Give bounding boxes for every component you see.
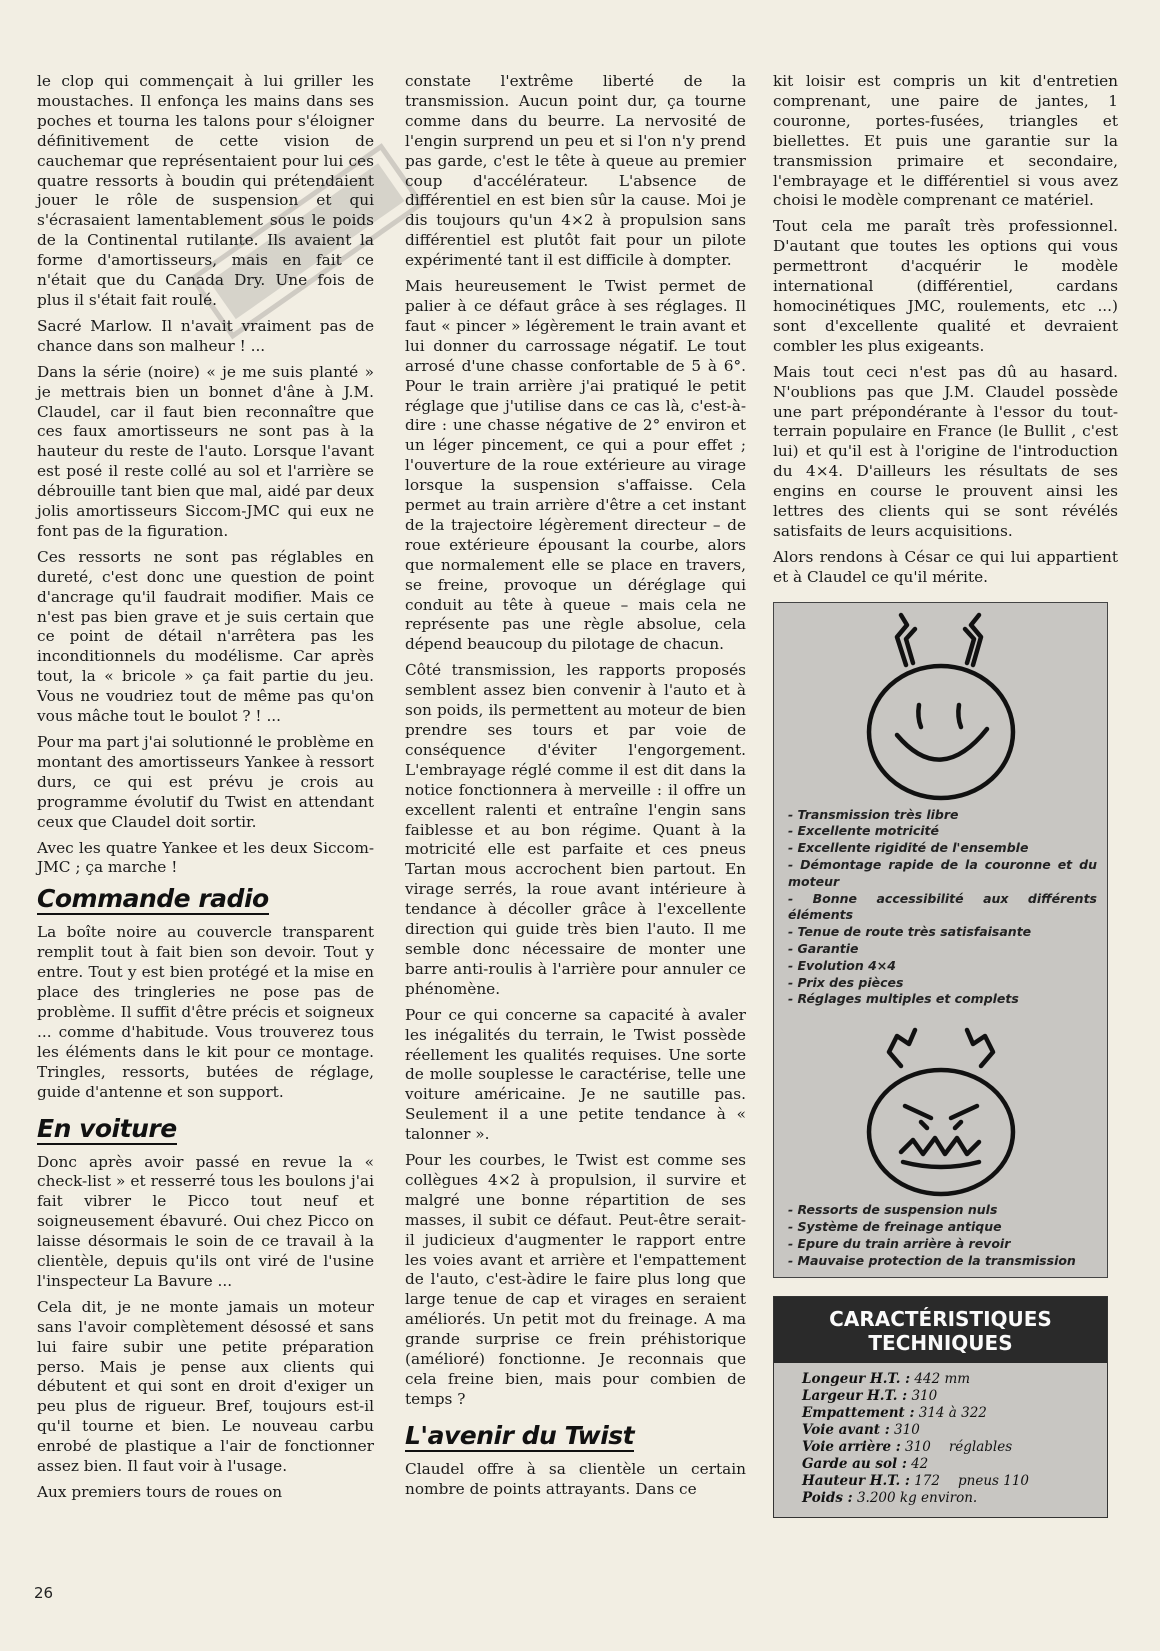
- spec-value: 3.200 kg environ.: [856, 1490, 978, 1507]
- specs-title: [774, 1297, 1107, 1363]
- paragraph: La boîte noire au couvercle transparent remplit tout à fait bien son devoir. Tout y entre. Tout y est bien protégé et la mise en place des tringleries ne pose pas de problème. Il suffit d'être précis et soigneux ... comme d'habitude. Vous trouverez tous les éléments dans le kit pour ce montage. Tringles, ressorts, butées de réglage, guide d'antenne et son support.: [37, 923, 374, 1101]
- con-item: - Ressorts de suspension nuls: [788, 1202, 998, 1218]
- specs-title-line: CARACTÉRISTIQUES: [829, 1307, 1052, 1332]
- pro-item: - Excellente motricité: [788, 823, 939, 839]
- paragraph: Alors rendons à César ce qui lui appartient et à Claudel ce qu'il mérite.: [773, 547, 1118, 586]
- paragraph: Pour ma part j'ai solutionné le problème en montant des amortisseurs Yankee à ressort durs, ce qui est prévu je crois au programme évolutif du Twist en attendant ceux que Claudel doit sortir.: [37, 733, 374, 831]
- spec-key: Longeur H.T. :: [802, 1371, 911, 1388]
- technical-specs-box: [773, 1296, 1108, 1518]
- pro-item: - Transmission très libre: [788, 806, 959, 822]
- spec-value: 42: [911, 1456, 929, 1473]
- pro-item: - Garantie: [788, 941, 859, 957]
- column-3: [773, 72, 1118, 1518]
- spec-row: [802, 1371, 1097, 1388]
- paragraph: Pour les courbes, le Twist est comme ses collègues 4×2 à propulsion, il survire et malgré une bonne répartition de ses masses, il subit ce défaut. Peut-être serait-il judicieux d'augmenter le rapport entre les voies avant et arrière et l'empattement de l'auto, c'est-àdire le faire plus long que large tenue de cap et virages en seraient améliorés. Un petit mot du freinage. A ma grande surprise ce frein préhistorique (amélioré) fonctionne. Je reconnais que cela freine bien, mais pour combien de temps ?: [405, 1151, 746, 1408]
- section-heading-commande-radio: Commande radio: [37, 884, 269, 914]
- paragraph: Cela dit, je ne monte jamais un moteur sans l'avoir complètement désossé et sans lui faire subir une petite préparation perso. Mais je pense aux clients qui débutent et qui sont en droit d'exiger un peu plus de rigueur. Bref, toujours est-il qu'il tourne et bien. Le nouveau carbu enrobé de plastique a l'air de fonctionner assez bien. Il faut voir à l'usage.: [37, 1297, 374, 1476]
- spec-key: Largeur H.T. :: [802, 1388, 908, 1405]
- pro-item: - Excellente rigidité de l'ensemble: [788, 840, 1029, 856]
- spec-row: [802, 1473, 1097, 1490]
- spec-extra: pneus 110: [958, 1473, 1030, 1490]
- con-item: - Système de freinage antique: [788, 1219, 1002, 1235]
- specs-title-line: TECHNIQUES: [868, 1331, 1013, 1356]
- pros-list: [774, 807, 1107, 1009]
- paragraph: Mais tout ceci n'est pas dû au hasard. N'oublions pas que J.M. Claudel possède une part prépondérante à l'essor du tout-terrain populaire en France (le Bullit , c'est lui) et qu'il est à l'origine de l'introduction du 4×4. D'ailleurs les résultats de ses engins en course le prouvent ainsi les lettres des clients qui se sont révélés satisfaits de leurs acquisitions.: [773, 362, 1118, 540]
- paragraph: constate l'extrême liberté de la transmission. Aucun point dur, ça tourne comme dans du beurre. La nervosité de l'engin surprend un peu et si l'on n'y prend pas garde, c'est le tête à queue au premier coup d'accélérateur. L'absence de différentiel en est bien sûr la cause. Moi je dis toujours qu'un 4×2 à propulsion sans différentiel est plutôt fait pour un pilote expérimenté tant il est difficile à dompter.: [405, 72, 746, 270]
- paragraph: Claudel offre à sa clientèle un certain nombre de points attrayants. Dans ce: [405, 1459, 746, 1498]
- happy-face-icon: [831, 607, 1051, 807]
- paragraph: Donc après avoir passé en revue la « check-list » et resserré tous les boulons j'ai fait vibrer le Picco tout neuf et soigneusement ébavuré. Oui chez Picco on laisse désormais le soin de ce travail à la clientèle, depuis qu'ils ont viré de l'usine l'inspecteur La Bavure ...: [37, 1152, 374, 1290]
- paragraph: Mais heureusement le Twist permet de palier à ce défaut grâce à ses réglages. Il faut « pincer » légèrement le train avant et lui donner du carrossage négatif. Le tout arrosé d'une chasse confortable de 5 à 6°. Pour le train arrière j'ai pratiqué le petit réglage que j'utilise dans ce cas là, c'est-à-dire : une chasse négative de 2° environ et un léger pincement, ce qui a pour effet ; l'ouverture de la roue extérieure au virage lorsque la suspension s'affaisse. Cela permet au train arrière d'être a cet instant de la trajectoire légèrement directeur – de roue extérieure épousant la courbe, alors que normalement elle se place en travers, se freine, provoque un déréglage qui conduit au tête à queue – mais cela ne représente pas une règle absolue, cela dépend beaucoup du pilotage de chacun.: [405, 277, 746, 654]
- evaluation-panel: [773, 602, 1118, 1519]
- spec-extra: réglables: [948, 1439, 1013, 1456]
- pro-item: - Réglages multiples et complets: [788, 991, 1019, 1007]
- pro-item: - Démontage rapide de la couronne et du moteur: [788, 857, 1097, 889]
- pros-cons-box: [773, 602, 1108, 1279]
- paragraph: Pour ce qui concerne sa capacité à avaler les inégalités du terrain, le Twist possède réellement les qualités requises. Une sorte de molle souplesse le caractérise, telle une voiture américaine. Je ne sautille pas. Seulement il a une petite tendance à « talonner ».: [405, 1005, 746, 1144]
- spec-key: Empattement :: [802, 1405, 915, 1422]
- column-2: [405, 72, 746, 1506]
- specs-list: [774, 1363, 1107, 1517]
- pro-item: - Bonne accessibilité aux différents éléments: [788, 890, 1097, 923]
- paragraph: Tout cela me paraît très professionnel. D'autant que toutes les options qui vous permettront d'acquérir le modèle international (différentiel, cardans homocinétiques JMC, roulements, etc ...) sont d'excellente qualité et devraient combler les plus exigeants.: [773, 217, 1118, 355]
- spec-value: 172: [914, 1473, 940, 1490]
- paragraph: le clop qui commençait à lui griller les moustaches. Il enfonça les mains dans ses poches et tourna les talons pour s'éloigner définitivement de cette vision de cauchemar que représentaient pour lui ces quatre ressorts à boudin qui prétendaient jouer le rôle de suspension et qui s'écrasaient lamentablement sous le poids de la Continental rutilante. Ils avaient la forme d'amortisseurs, mais en fait ce n'était que du Canada Dry. Une fois de plus il s'était fait roulé.: [37, 72, 374, 309]
- paragraph: Côté transmission, les rapports proposés semblent assez bien convenir à l'auto et à son poids, ils permettent au moteur de bien prendre ses tours et par voie de conséquence d'éviter l'engorgement. L'embrayage réglé comme il est dit dans la notice fonctionnera à merveille : il offre un excellent ralenti et entraîne l'engin sans faiblesse et au bon régime. Quant à la motricité elle est parfaite et ces pneus Tartan mous accrochent bien partout. En virage serrés, la roue avant intérieure à tendance à décoller grâce à l'excellente direction qui guide très bien l'auto. Il me semble donc nécessaire de monter une barre anti-roulis à l'arrière pour annuler ce phénomène.: [405, 661, 746, 998]
- spec-value: 310: [905, 1439, 931, 1456]
- pro-item: - Tenue de route très satisfaisante: [788, 924, 1032, 940]
- con-item: - Epure du train arrière à revoir: [788, 1235, 1011, 1251]
- spec-value: 310: [911, 1388, 938, 1405]
- page-number: 26: [34, 1584, 54, 1602]
- pro-item: - Prix des pièces: [788, 974, 904, 990]
- paragraph: Avec les quatre Yankee et les deux Siccom-JMC ; ça marche !: [37, 838, 374, 877]
- paragraph: Aux premiers tours de roues on: [37, 1483, 283, 1501]
- spec-value: 442 mm: [914, 1371, 971, 1388]
- spec-key: Poids :: [802, 1490, 853, 1507]
- spec-row: [802, 1456, 1097, 1473]
- spec-key: Hauteur H.T. :: [802, 1473, 910, 1490]
- paragraph: Ces ressorts ne sont pas réglables en dureté, c'est donc une question de point d'ancrage qu'il faudrait modifier. Mais ce n'est pas bien grave et je suis certain que ce point de détail n'arrêtera pas les inconditionnels du modélisme. Car après tout, la « bricole » ça fait partie du jeu. Vous ne voudriez tout de même pas qu'on vous mâche tout le boulot ? ! ...: [37, 547, 374, 726]
- column-1: [37, 72, 374, 1509]
- spec-key: Garde au sol :: [802, 1456, 907, 1473]
- spec-value: 310: [894, 1422, 920, 1439]
- paragraph: kit loisir est compris un kit d'entretien comprenant, une paire de jantes, 1 couronne, portes-fusées, triangles et biellettes. Et puis une garantie sur la transmission primaire et secondaire, l'embrayage et le différentiel si vous avez choisi le modèle comprenant ce matériel.: [773, 72, 1118, 210]
- angry-face-icon: [831, 1022, 1051, 1202]
- con-item: - Mauvaise protection de la transmission: [788, 1252, 1076, 1268]
- pro-item: - Evolution 4×4: [788, 957, 896, 973]
- cons-list: [774, 1202, 1107, 1269]
- spec-row: [802, 1490, 1097, 1507]
- section-heading-avenir-twist: L'avenir du Twist: [405, 1420, 635, 1450]
- paragraph: Sacré Marlow. Il n'avait vraiment pas de chance dans son malheur ! ...: [37, 316, 374, 355]
- spec-key: Voie arrière :: [802, 1439, 901, 1456]
- spec-row: [802, 1439, 1097, 1456]
- spec-row: [802, 1388, 1097, 1405]
- spec-row: [802, 1405, 1097, 1422]
- spec-key: Voie avant :: [802, 1422, 890, 1439]
- paragraph: Dans la série (noire) « je me suis planté » je mettrais bien un bonnet d'âne à J.M. Claudel, car il faut bien reconnaître que ces faux amortisseurs ne sont pas à la hauteur du reste de l'auto. Lorsque l'avant est posé il reste collé au sol et l'arrière se débrouille tant bien que mal, aidé par deux jolis amortisseurs Siccom-JMC qui eux ne font pas de la figuration.: [37, 362, 374, 540]
- spec-value: 314 à 322: [918, 1405, 987, 1422]
- section-heading-en-voiture: En voiture: [37, 1113, 177, 1143]
- spec-row: [802, 1422, 1097, 1439]
